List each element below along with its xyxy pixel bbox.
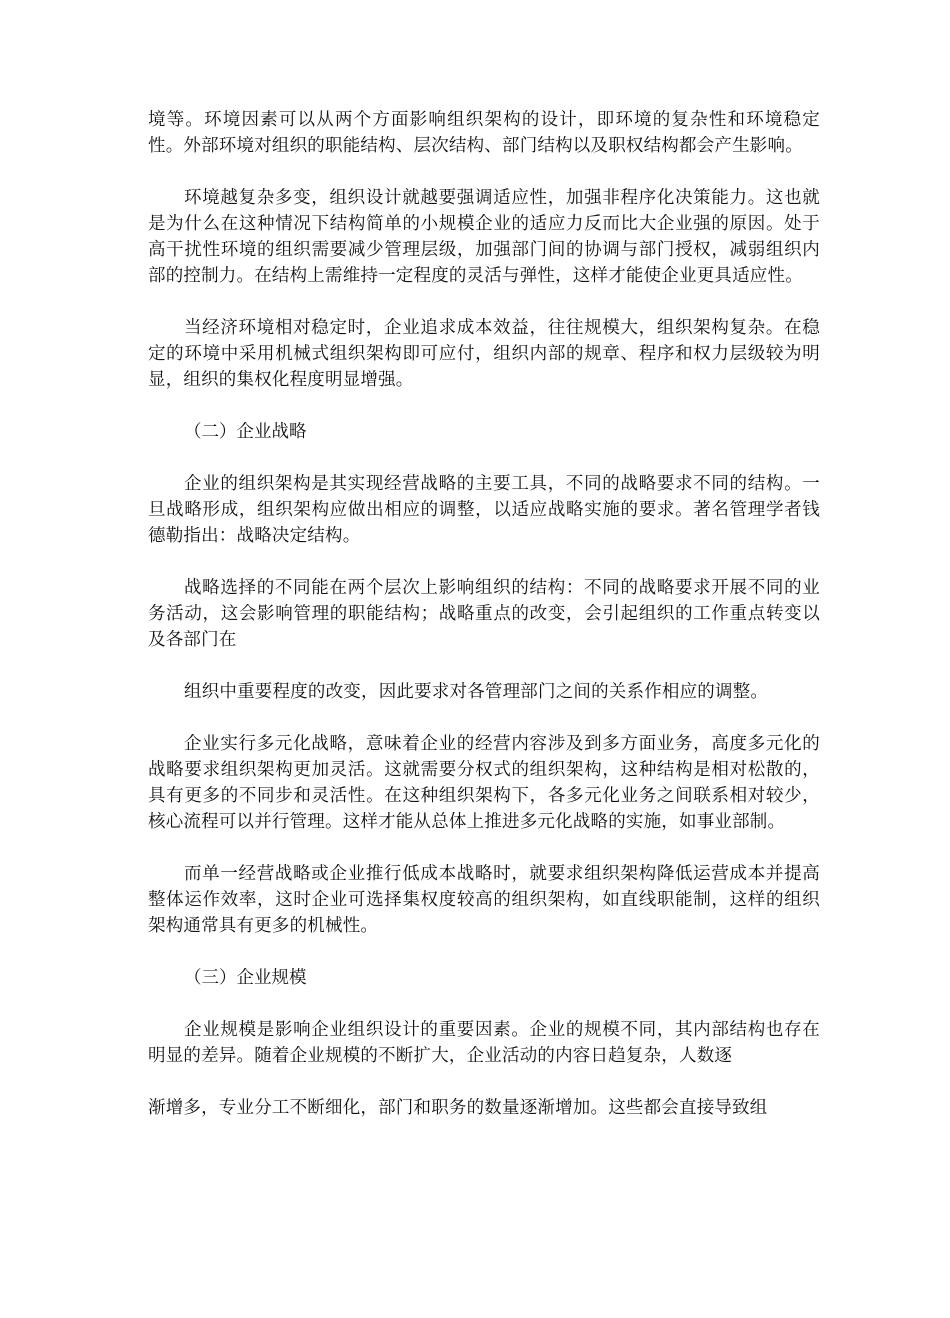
paragraph-environment-complexity: 环境越复杂多变，组织设计就越要强调适应性，加强非程序化决策能力。这也就是为什么在这种情况下结构简单的小规模企业的适应力反而比大企业强的原因。处于高干扰性环境的组织需要减少管理层级，加强部门间的协调与部门授权，减弱组织内部的控制力。在结构上需维持一定程度的灵活与弹性，这样才能使企业更具适应性。 (148, 188, 820, 286)
paragraph-strategy-levels-continued: 组织中重要程度的改变，因此要求对各管理部门之间的关系作相应的调整。 (184, 682, 769, 702)
section-heading-scale: （三）企业规模 (184, 968, 307, 988)
paragraph-enterprise-scale: 企业规模是影响企业组织设计的重要因素。企业的规模不同，其内部结构也存在明显的差异。随着企业规模的不断扩大，企业活动的内容日趋复杂，人数逐 (148, 1020, 820, 1066)
paragraph-enterprise-scale-continued: 渐增多，专业分工不断细化，部门和职务的数量逐渐增加。这些都会直接导致组 (148, 1098, 768, 1118)
paragraph-strategy-structure: 企业的组织架构是其实现经营战略的主要工具，不同的战略要求不同的结构。一旦战略形成，组织架构应做出相应的调整，以适应战略实施的要求。著名管理学者钱德勒指出：战略决定结构。 (148, 474, 820, 546)
paragraph-environment-factors: 境等。环境因素可以从两个方面影响组织架构的设计，即环境的复杂性和环境稳定性。外部环境对组织的职能结构、层次结构、部门结构以及职权结构都会产生影响。 (148, 110, 820, 156)
document-body (148, 107, 820, 1121)
paragraph-stable-environment: 当经济环境相对稳定时，企业追求成本效益，往往规模大，组织架构复杂。在稳定的环境中采用机械式组织架构即可应付，组织内部的规章、程序和权力层级较为明显，组织的集权化程度明显增强。 (148, 318, 820, 390)
section-heading-strategy: （二）企业战略 (184, 422, 307, 442)
paragraph-diversification-strategy: 企业实行多元化战略，意味着企业的经营内容涉及到多方面业务，高度多元化的战略要求组织架构更加灵活。这就需要分权式的组织架构，这种结构是相对松散的，具有更多的不同步和灵活性。在这种组织架构下，各多元化业务之间联系相对较少，核心流程可以并行管理。这样才能从总体上推进多元化战略的实施，如事业部制。 (148, 734, 820, 832)
paragraph-strategy-levels: 战略选择的不同能在两个层次上影响组织的结构：不同的战略要求开展不同的业务活动，这会影响管理的职能结构；战略重点的改变，会引起组织的工作重点转变以及各部门在 (148, 578, 820, 650)
paragraph-low-cost-strategy: 而单一经营战略或企业推行低成本战略时，就要求组织架构降低运营成本并提高整体运作效率，这时企业可选择集权度较高的组织架构，如直线职能制，这样的组织架构通常具有更多的机械性。 (148, 864, 820, 936)
